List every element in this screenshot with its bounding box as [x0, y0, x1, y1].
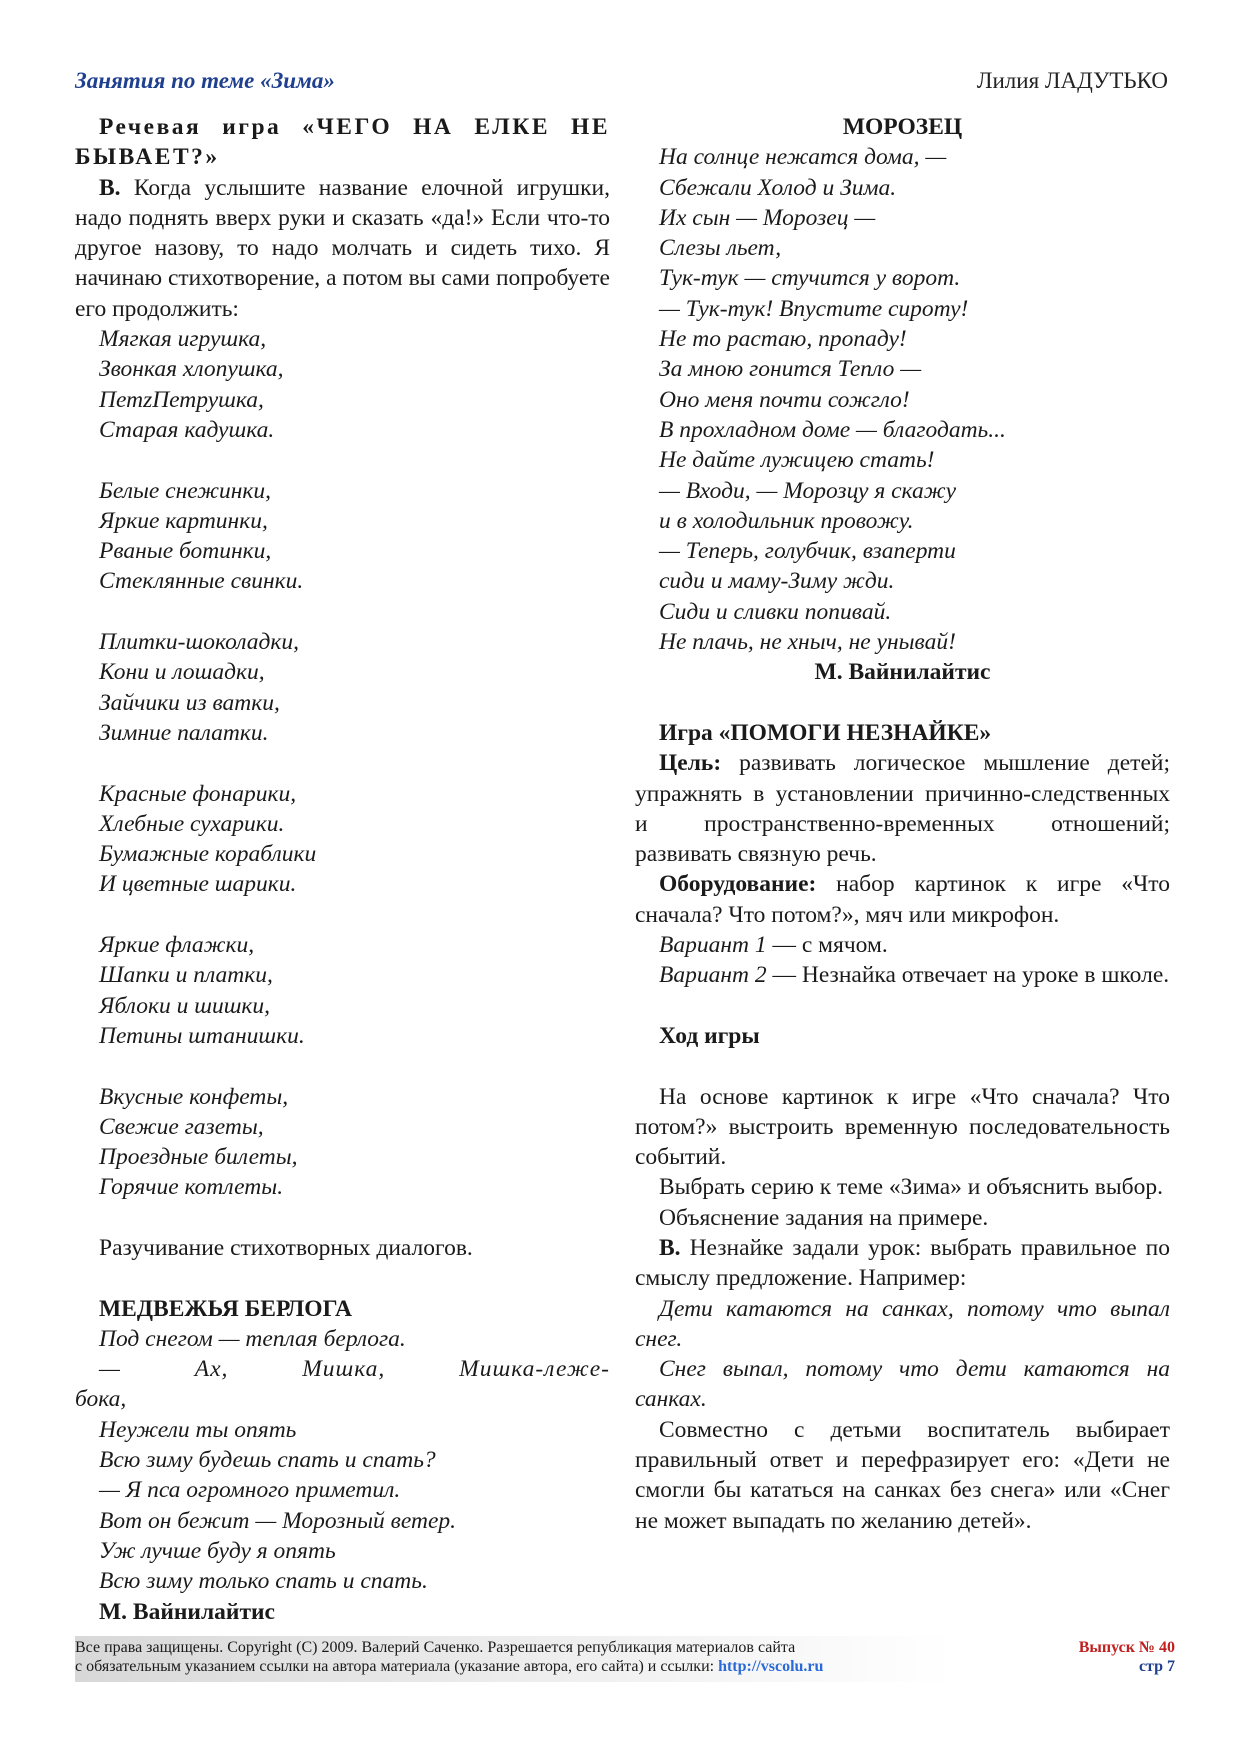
variant2-paragraph	[635, 960, 1170, 990]
poem-line: Яблоки и шишки,	[99, 992, 271, 1019]
poem-line: Зайчики из ватки,	[99, 689, 280, 716]
footer-bar	[75, 1636, 1175, 1682]
poem-line: Не дайте лужицею стать!	[659, 447, 935, 474]
poem-line: Не плачь, не хныч, не унывай!	[659, 629, 956, 656]
author-name: Лилия ЛАДУТЬКО	[976, 68, 1168, 93]
poem-line: Вкусные конфеты,	[99, 1083, 289, 1110]
section-title: Занятия по теме «Зима»	[75, 68, 335, 93]
site-link[interactable]: http://vscolu.ru	[718, 1658, 824, 1675]
poem-author: М. Вайнилайтис	[814, 659, 991, 686]
dialog-word: —	[99, 1356, 121, 1383]
poem-line: Тук-тук — стучится у ворот.	[659, 265, 961, 292]
poem-line: и в холодильник провожу.	[659, 507, 914, 534]
poem-line: Слезы льет,	[659, 235, 782, 262]
stanza	[75, 476, 610, 597]
intro-label: В.	[99, 174, 121, 201]
stanza	[75, 324, 610, 445]
variant1-paragraph	[635, 930, 1170, 960]
poem-line: — Теперь, голубчик, взаперти	[659, 538, 956, 565]
course-paragraph: Выбрать серию к теме «Зима» и объяснить выбор.	[659, 1174, 1163, 1201]
copyright-text	[75, 1638, 823, 1676]
poem-line: За мною гонится Тепло —	[659, 356, 922, 383]
poem-line: Плитки-шоколадки,	[99, 629, 300, 656]
bear-title: МЕДВЕЖЬЯ БЕРЛОГА	[99, 1295, 352, 1322]
poem-line: Горячие котлеты.	[99, 1174, 284, 1201]
intro-text: Когда услышите название елочной игрушки, надо поднять вверх руки и сказать «да!» Если что-то другое назову, то надо молчать и сидеть тихо. Я начинаю стихотворение, а потом вы сами попробуете его продолжить:	[75, 174, 610, 322]
course-paragraph	[635, 1233, 1170, 1294]
poem-line: И цветные шарики.	[99, 871, 297, 898]
issue-number: Выпуск № 40	[1078, 1639, 1175, 1656]
course-text: Незнайке задали урок: выбрать правильное по смыслу предложение. Например:	[635, 1234, 1170, 1292]
bear-line: Под снегом — теплая берлога.	[99, 1325, 406, 1352]
poem-line: На солнце нежатся дома, —	[659, 144, 947, 171]
poem-line: Старая кадушка.	[99, 416, 275, 443]
poem-line: — Тук-тук! Впустите сироту!	[659, 295, 969, 322]
poem-line: Не то растаю, пропаду!	[659, 326, 907, 353]
goal-label: Цель:	[659, 750, 722, 777]
copyright-line: Все права защищены. Copyright (C) 2009. Валерий Саченко. Разрешается републикация материалов сайта	[75, 1639, 796, 1656]
intro-paragraph	[75, 173, 610, 324]
poem-line: Шапки и платки,	[99, 962, 273, 989]
poem-line: — Я пса огромного приметил.	[99, 1477, 401, 1504]
equipment-text: набор картинок к игре «Что сначала? Что потом?», мяч или микрофон.	[635, 871, 1170, 928]
page-number: стр 7	[1138, 1658, 1175, 1675]
poem-title: МОРОЗЕЦ	[842, 114, 963, 140]
course-paragraph: Объяснение задания на примере.	[659, 1204, 989, 1231]
stanza	[75, 779, 610, 900]
poem-line: Вот он бежит — Морозный ветер.	[99, 1507, 457, 1534]
poem-line: Белые снежинки,	[99, 477, 271, 504]
game2-title: Игра «ПОМОГИ НЕЗНАЙКЕ»	[659, 719, 992, 746]
bear-line: бока,	[75, 1386, 127, 1413]
poem-line: Бумажные кораблики	[99, 841, 317, 868]
poem-line: Рваные ботинки,	[99, 538, 272, 565]
example-sentence: Снег выпал, потому что дети катаются на санках.	[635, 1356, 1170, 1413]
poem-line: Кони и лошадки,	[99, 659, 265, 686]
poem-line: Сбежали Холод и Зима.	[659, 174, 897, 201]
copyright-line-2	[75, 1657, 823, 1676]
left-column	[75, 112, 610, 1627]
bear-dialog-line	[75, 1354, 610, 1384]
poem-line: Неужели ты опять	[99, 1416, 297, 1443]
goal-text: развивать логическое мышление детей; упражнять в установлении причинно-следственных и пространственно-временных отношений; развивать связную речь.	[635, 750, 1170, 868]
goal-paragraph	[635, 748, 1170, 869]
poem-line: Всю зиму только спать и спать.	[99, 1568, 428, 1595]
issue-info	[1079, 1638, 1175, 1676]
poem-line: Зимние палатки.	[99, 719, 269, 746]
poem-line: Хлебные сухарики.	[99, 810, 285, 837]
poem-line: ПетzПетрушка,	[99, 386, 264, 413]
poem-line: В прохладном доме — благодать...	[659, 416, 1006, 443]
variant1-text: — с мячом.	[766, 932, 888, 959]
variant2-label: Вариант 2	[659, 962, 767, 989]
speaker-label: В.	[659, 1234, 681, 1261]
moroz-poem	[635, 142, 1170, 657]
poem-line: Красные фонарики,	[99, 780, 297, 807]
poem-line: Свежие газеты,	[99, 1113, 264, 1140]
poem-line: Стеклянные свинки.	[99, 568, 304, 595]
dialog-word: Мишка-лежe-	[459, 1356, 610, 1383]
poem-line: Яркие картинки,	[99, 507, 268, 534]
bear-author: М. Вайнилайтис	[99, 1598, 275, 1625]
example-sentence: Дети катаются на санках, потому что выпал снег.	[635, 1295, 1170, 1352]
stanza	[75, 627, 610, 748]
stanza	[75, 930, 610, 1051]
course-title: Ход игры	[659, 1022, 760, 1049]
poem-line: Всю зиму будешь спать и спать?	[99, 1447, 436, 1474]
copyright-line-text: с обязательным указанием ссылки на автора материала (указание автора, его сайта) и ссылки:	[75, 1658, 719, 1675]
variant2-text: — Незнайка отвечает на уроке в школе.	[766, 962, 1170, 989]
poem-line: Сиди и сливки попивай.	[659, 598, 892, 625]
poem-line: сиди и маму-Зиму жди.	[659, 568, 895, 595]
course-paragraph: Совместно с детьми воспитатель выбирает правильный ответ и перефразирует его: «Дети не смогли бы кататься на санках без снега» или «Снег не может выпадать по желанию детей».	[635, 1416, 1170, 1534]
poem-line: Уж лучше буду я опять	[99, 1537, 336, 1564]
poem-line: Звонкая хлопушка,	[99, 356, 284, 383]
right-column	[635, 112, 1170, 1536]
poem-line: Проездные билеты,	[99, 1144, 298, 1171]
game-title: Речевая игра «ЧЕГО НА ЕЛКЕ НЕ БЫВАЕТ?»	[75, 114, 610, 171]
dialog-word: Мишка,	[302, 1356, 386, 1383]
equipment-paragraph	[635, 869, 1170, 930]
learning-line: Разучивание стихотворных диалогов.	[99, 1234, 473, 1261]
bear-poem	[75, 1415, 610, 1597]
stanza	[75, 1082, 610, 1203]
dialog-word: Ах,	[194, 1356, 229, 1383]
poem-line: — Входи, — Морозцу я скажу	[659, 477, 957, 504]
poem-line: Петины штанишки.	[99, 1022, 305, 1049]
variant1-label: Вариант 1	[659, 932, 767, 959]
poem-line: Оно меня почти сожгло!	[659, 386, 910, 413]
poem-line: Их сын — Морозец —	[659, 204, 876, 231]
course-paragraph: На основе картинок к игре «Что сначала? Что потом?» выстроить временную последовательность событий.	[635, 1083, 1170, 1171]
poem-line: Мягкая игрушка,	[99, 326, 267, 353]
equipment-label: Оборудование:	[659, 871, 817, 898]
poem-line: Яркие флажки,	[99, 932, 255, 959]
